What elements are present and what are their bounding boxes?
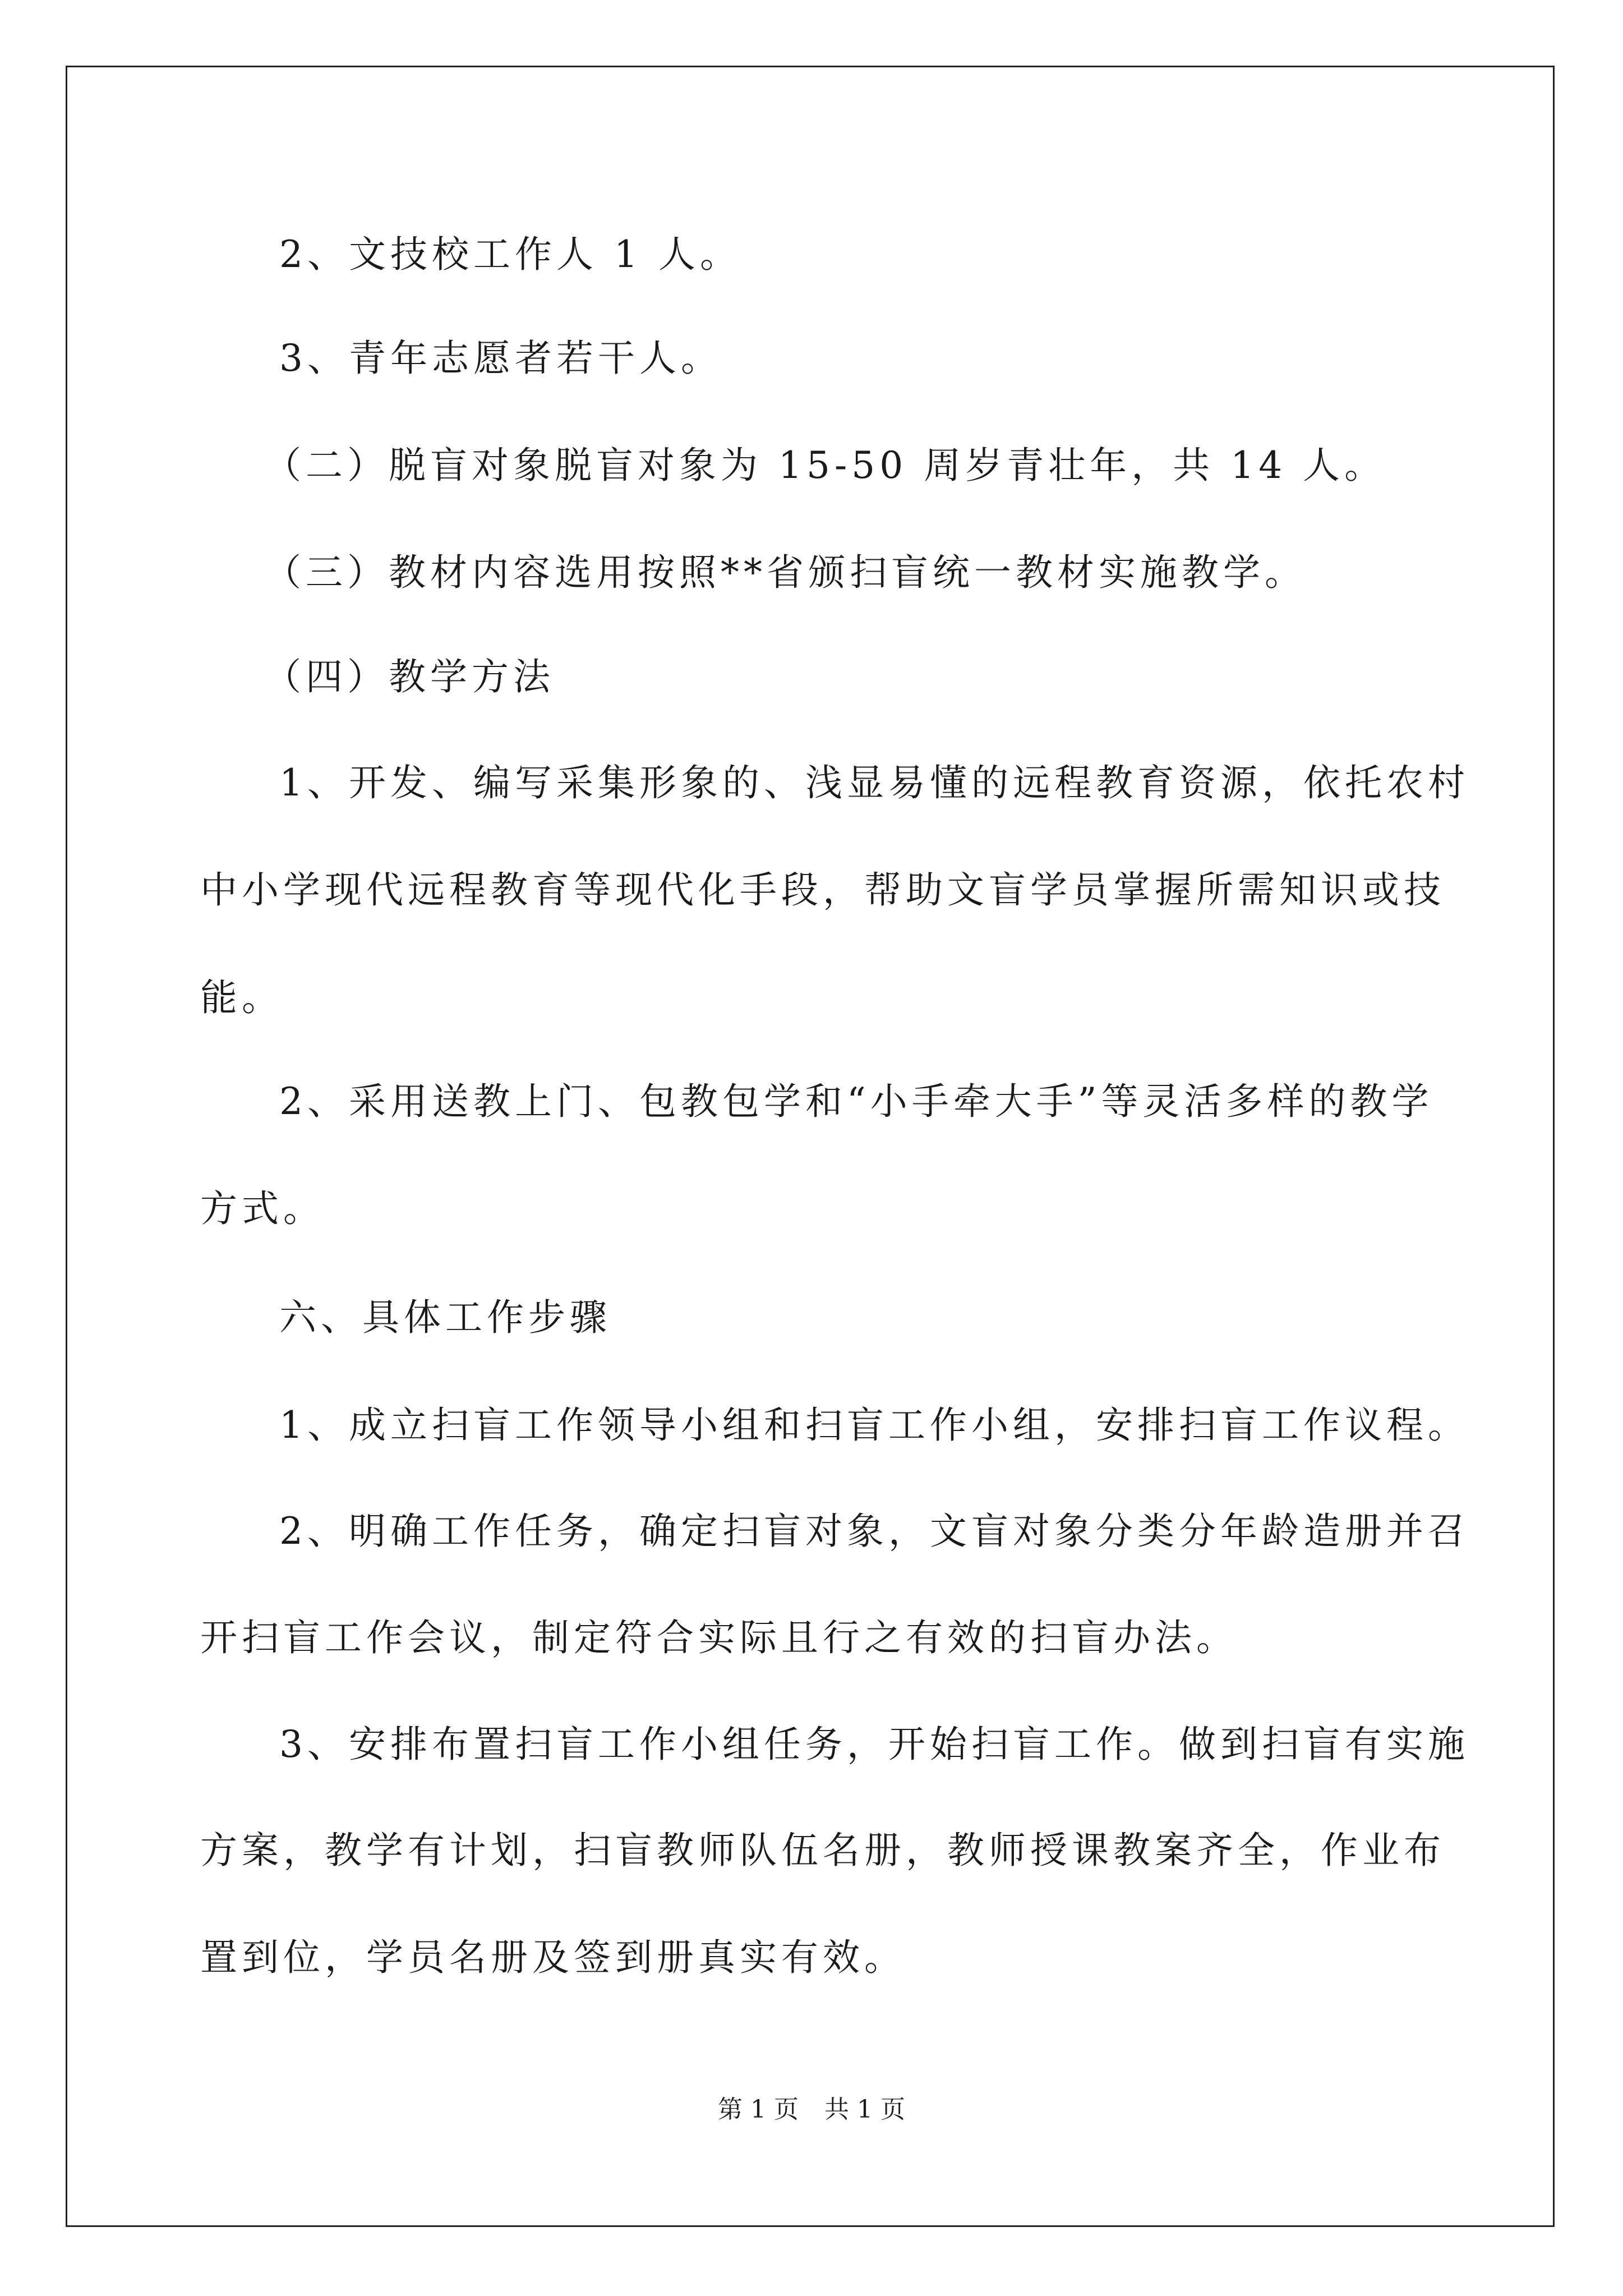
page-footer bbox=[0, 2096, 1623, 2124]
paragraph-line-16: 方案，教学有计划，扫盲教师队伍名册，教师授课教案齐全，作业布 bbox=[200, 1829, 1445, 1872]
paragraph-line-13: 2、明确工作任务，确定扫盲对象，文盲对象分类分年龄造册并召 bbox=[279, 1510, 1469, 1553]
paragraph-line-10: 方式。 bbox=[200, 1187, 325, 1230]
section-heading-4: （四）教学方法 bbox=[264, 655, 555, 698]
page-total: 共 1 页 bbox=[824, 2095, 905, 2124]
paragraph-line-6: 1、开发、编写采集形象的、浅显易懂的远程教育资源，依托农村 bbox=[279, 761, 1469, 804]
paragraph-line-17: 置到位，学员名册及签到册真实有效。 bbox=[200, 1936, 906, 1979]
page-number: 第 1 页 bbox=[718, 2095, 799, 2124]
paragraph-line-9: 2、采用送教上门、包教包学和“小手牵大手”等灵活多样的教学 bbox=[279, 1080, 1433, 1123]
paragraph-line-2: 3、青年志愿者若干人。 bbox=[279, 337, 722, 380]
page-border bbox=[66, 66, 1555, 2227]
paragraph-line-4: （三）教材内容选用按照**省颁扫盲统一教材实施教学。 bbox=[264, 551, 1306, 594]
paragraph-line-14: 开扫盲工作会议，制定符合实际且行之有效的扫盲办法。 bbox=[200, 1616, 1238, 1659]
paragraph-line-7: 中小学现代远程教育等现代化手段，帮助文盲学员掌握所需知识或技 bbox=[200, 868, 1445, 912]
paragraph-line-1: 2、文技校工作人 1 人。 bbox=[279, 233, 741, 276]
paragraph-line-3: （二）脱盲对象脱盲对象为 15-50 周岁青壮年，共 14 人。 bbox=[264, 444, 1386, 487]
paragraph-line-12: 1、成立扫盲工作领导小组和扫盲工作小组，安排扫盲工作议程。 bbox=[279, 1404, 1469, 1447]
paragraph-line-15: 3、安排布置扫盲工作小组任务，开始扫盲工作。做到扫盲有实施 bbox=[279, 1723, 1469, 1766]
section-heading-6: 六、具体工作步骤 bbox=[279, 1296, 611, 1339]
paragraph-line-8: 能。 bbox=[200, 976, 283, 1019]
